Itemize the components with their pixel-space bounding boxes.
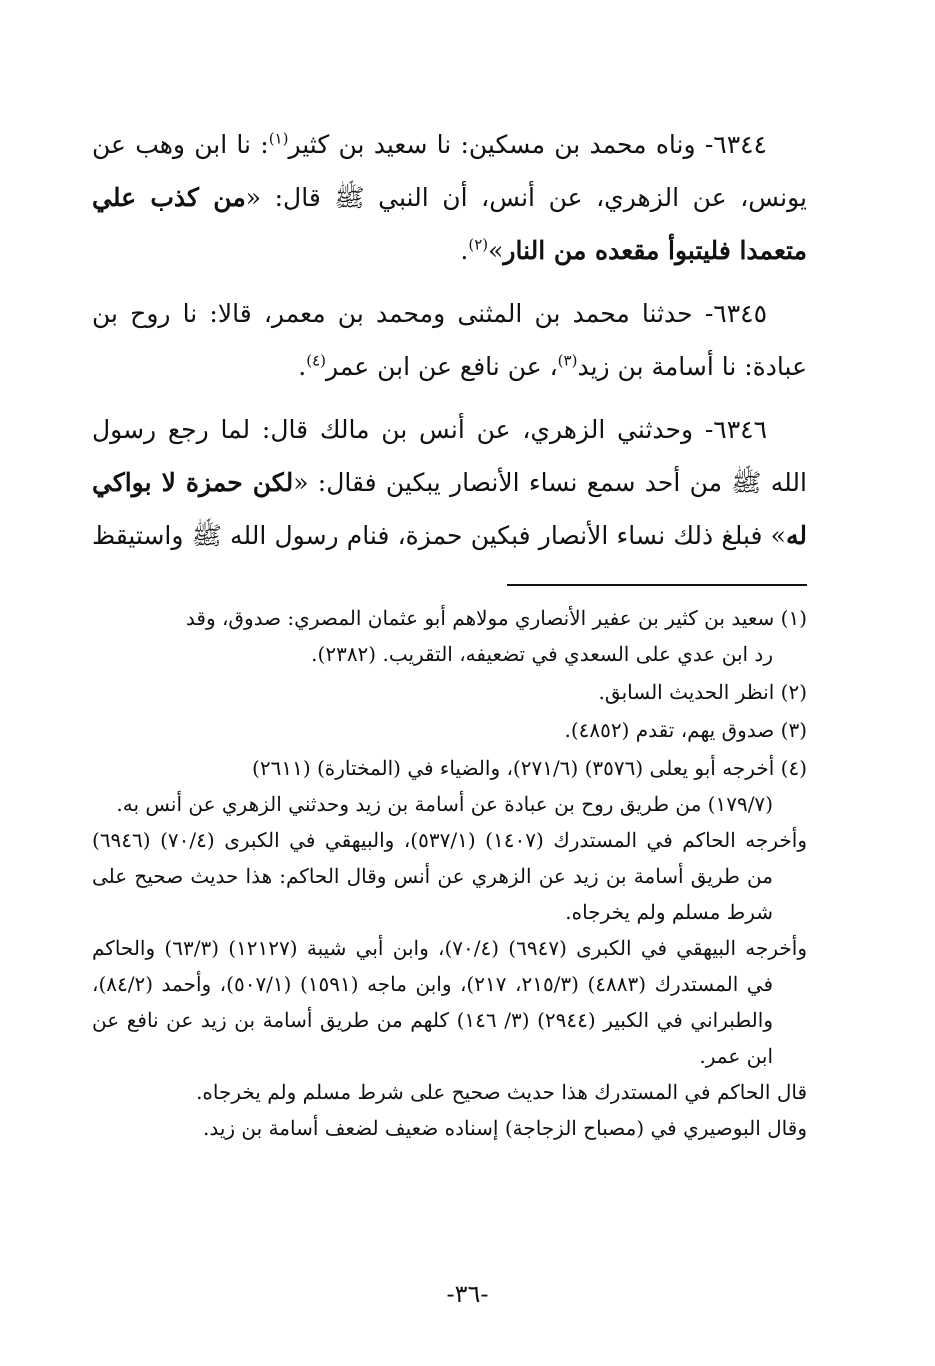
hadith-text: ، عن نافع عن ابن عمر [326,352,558,381]
footnote-paragraph: وأخرجه البيهقي في الكبرى (٦٩٤٧) (٧٠/٤)، وابن أبي شيبة (١٢١٢٧) (٦٣/٣) والحاكم في المستدرك (٤٨٨٣) (٢١٥/٣، ٢١٧)، وابن ماجه (١٥٩١) (٥٠٧/١)، وأحمد (٨٤/٢)، والطبراني في الكبير (٢٩٤٤) (٣/ ١٤٦) كلهم من طريق أسامة بن زيد عن نافع عن ابن عمر. [92,936,807,1068]
page-number: -٣٦- [446,1280,489,1308]
footnote-2 [92,674,807,710]
footnote-text: صدوق يهم، تقدم (٤٨٥٢). [564,718,775,742]
footnote-separator [507,584,807,586]
hadith-text: وحدثني الزهري، عن أنس بن مالك قال: لما رجع رسول الله ﷺ من أحد سمع نساء الأنصار يبكين فقال: « [92,415,807,497]
footnote-3 [92,712,807,748]
footnote-marker: (٣) [780,718,807,742]
footnote-paragraph: قال الحاكم في المستدرك هذا حديث صحيح على شرط مسلم ولم يخرجاه. [196,1080,807,1104]
footnote-paragraph: وقال البوصيري في (مصباح الزجاجة) إسناده ضعيف لضعف أسامة بن زيد. [202,1116,807,1140]
footnote-marker: (١) [780,606,807,630]
footnote-text-cont: (١٧٩/٧) من طريق روح بن عبادة عن أسامة بن زيد وحدثني الزهري عن أنس به. [116,792,773,816]
footnote-text: سعيد بن كثير بن عفير الأنصاري مولاهم أبو عثمان المصري: صدوق، وقد [185,606,775,630]
footnote-4 [92,750,807,1146]
hadith-text: حدثنا محمد بن المثنى ومحمد بن معمر، قالا: نا روح بن عبادة: نا أسامة بن زيد [92,299,807,381]
footnote-ref[interactable]: (٤) [306,351,327,370]
hadith-number: ٦٣٤٥- [704,299,767,328]
hadith-6346 [92,403,807,562]
hadith-quote-bold: من كذب علي متعمدا فليتبوأ مقعده من النار [92,183,807,265]
footnote-marker: (٢) [780,680,807,704]
main-text [92,118,807,562]
footnotes [92,600,807,1146]
footnote-ref[interactable]: (١) [268,129,289,148]
footnote-text-cont: رد ابن عدي على السعدي في تضعيفه، التقريب. (٢٣٨٢). [311,642,773,666]
footnote-ref[interactable]: (٢) [468,235,489,254]
footnote-text: انظر الحديث السابق. [598,680,775,704]
hadith-6345 [92,287,807,393]
footnote-ref[interactable]: (٣) [557,351,578,370]
hadith-text: » فبلغ ذلك نساء الأنصار فبكين حمزة، فنام رسول الله ﷺ واستيقظ [92,521,786,550]
hadith-text: . [298,352,307,381]
hadith-6344 [92,118,807,277]
footnote-marker: (٤) [780,756,807,780]
hadith-number: ٦٣٤٦- [704,415,767,444]
hadith-text: : نا ابن وهب عن يونس، عن الزهري، عن أنس، أن النبي ﷺ قال: « [92,130,807,212]
hadith-number: ٦٣٤٤- [704,130,767,159]
footnote-paragraph: وأخرجه الحاكم في المستدرك (١٤٠٧) (٥٣٧/١)، والبيهقي في الكبرى (٧٠/٤) (٦٩٤٦) من طريق أسامة بن زيد عن الزهري عن أنس وقال الحاكم: هذا حديث صحيح على شرط مسلم ولم يخرجاه. [92,828,807,924]
hadith-text: . [460,236,469,265]
footnote-text: أخرجه أبو يعلى (٣٥٧٦) (٢٧١/٦)، والضياء في (المختارة) (٢٦١١) [252,756,775,780]
footnote-1 [92,600,807,672]
hadith-text: » [488,236,504,265]
hadith-quote-bold: لكن حمزة لا بواكي له [92,468,807,550]
hadith-text: وناه محمد بن مسكين: نا سعيد بن كثير [288,130,696,159]
